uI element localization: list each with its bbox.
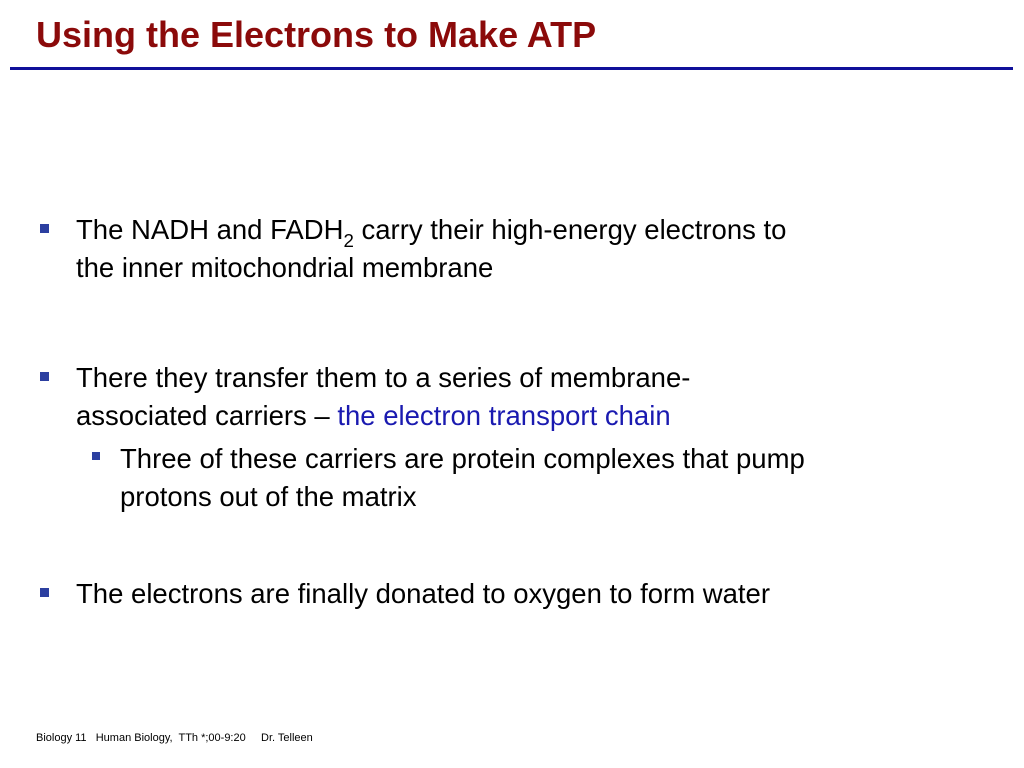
bullet-2-line-2 [76, 397, 690, 435]
bullet-1-text-pre: The NADH and FADH [76, 214, 344, 245]
electron-transport-chain-term: the electron transport chain [337, 400, 671, 431]
slide-footer: Biology 11 Human Biology, TTh *;00-9:20 Dr. Telleen [36, 732, 313, 744]
subbullet-1-line-1: Three of these carriers are protein complexes that pump [120, 443, 805, 474]
bullet-2 [76, 359, 690, 435]
slide-title: Using the Electrons to Make ATP [36, 14, 597, 55]
bullet-marker-3 [40, 588, 49, 597]
bullet-3 [76, 575, 770, 613]
bullet-2-text-pre: associated carriers – [76, 400, 338, 431]
title-divider [10, 67, 1013, 70]
bullet-1-line-1 [76, 211, 787, 252]
bullet-1-text-post: carry their high-energy electrons to [353, 214, 787, 245]
bullet-1-subscript: 2 [343, 230, 354, 252]
bullet-3-line-1: The electrons are finally donated to oxygen to form water [76, 578, 770, 609]
subbullet-1-line-2: protons out of the matrix [120, 481, 417, 512]
bullet-1-line-2: the inner mitochondrial membrane [76, 252, 494, 283]
bullet-2-line-1: There they transfer them to a series of membrane- [76, 362, 691, 393]
subbullet-marker-1 [92, 452, 100, 460]
bullet-marker-1 [40, 224, 49, 233]
bullet-marker-2 [40, 372, 49, 381]
subbullet-1 [120, 440, 805, 516]
bullet-1 [76, 211, 786, 287]
